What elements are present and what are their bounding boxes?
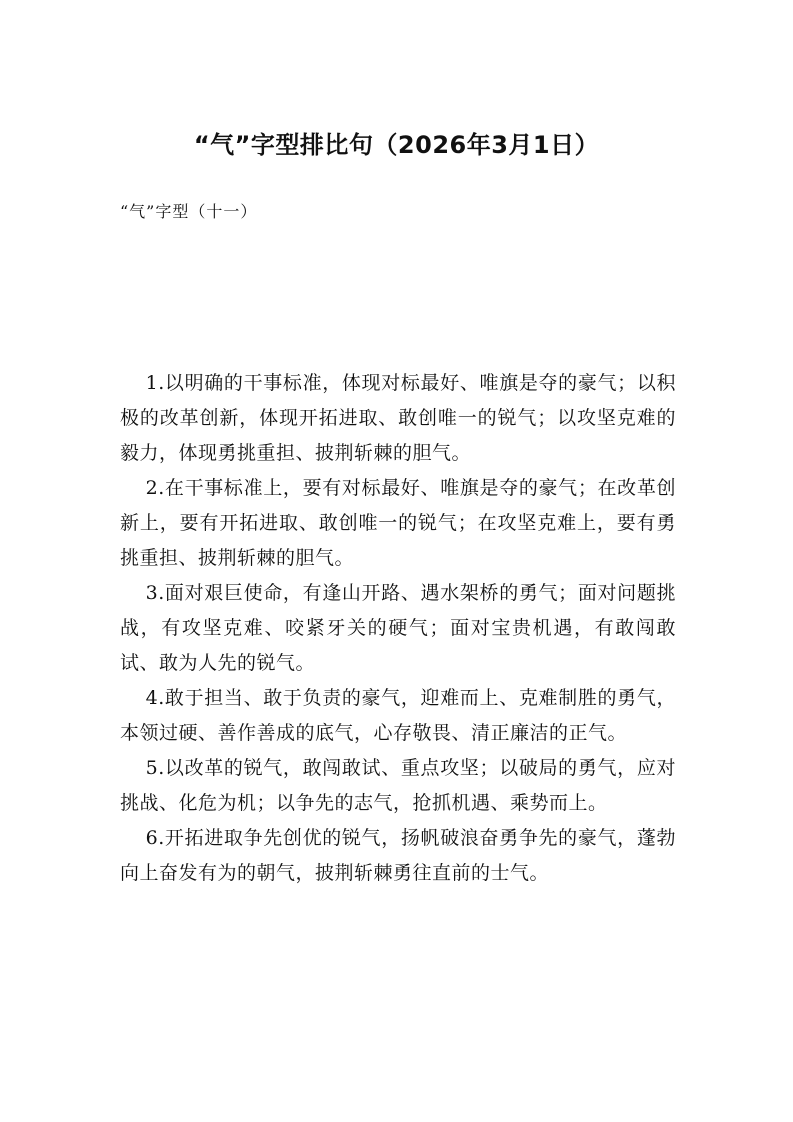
document-title: “气”字型排比句（2026年3月1日）: [193, 131, 600, 159]
paragraph-5: 5.以改革的锐气，敢闯敢试、重点攻坚；以破局的勇气，应对挑战、化危为机；以争先的志气，抢抓机遇、乘势而上。: [120, 757, 676, 814]
paragraph-6: 6.开拓进取争先创优的锐气，扬帆破浪奋勇争先的豪气，蓬勃向上奋发有为的朝气，披荆斩棘勇往直前的士气。: [120, 827, 676, 884]
document-body: [120, 366, 676, 891]
paragraph-4: 4.敢于担当、敢于负责的豪气，迎难而上、克难制胜的勇气，本领过硬、善作善成的底气，心存敬畏、清正廉洁的正气。: [120, 687, 676, 744]
document-subtitle: “气”字型（十一）: [120, 202, 258, 221]
paragraph-3: 3.面对艰巨使命，有逢山开路、遇水架桥的勇气；面对问题挑战，有攻坚克难、咬紧牙关的硬气；面对宝贵机遇，有敢闯敢试、敢为人先的锐气。: [120, 582, 676, 674]
paragraph-1: 1.以明确的干事标准，体现对标最好、唯旗是夺的豪气；以积极的改革创新，体现开拓进取、敢创唯一的锐气；以攻坚克难的毅力，体现勇挑重担、披荆斩棘的胆气。: [120, 372, 676, 464]
paragraph-2: 2.在干事标准上，要有对标最好、唯旗是夺的豪气；在改革创新上，要有开拓进取、敢创唯一的锐气；在攻坚克难上，要有勇挑重担、披荆斩棘的胆气。: [120, 477, 676, 569]
